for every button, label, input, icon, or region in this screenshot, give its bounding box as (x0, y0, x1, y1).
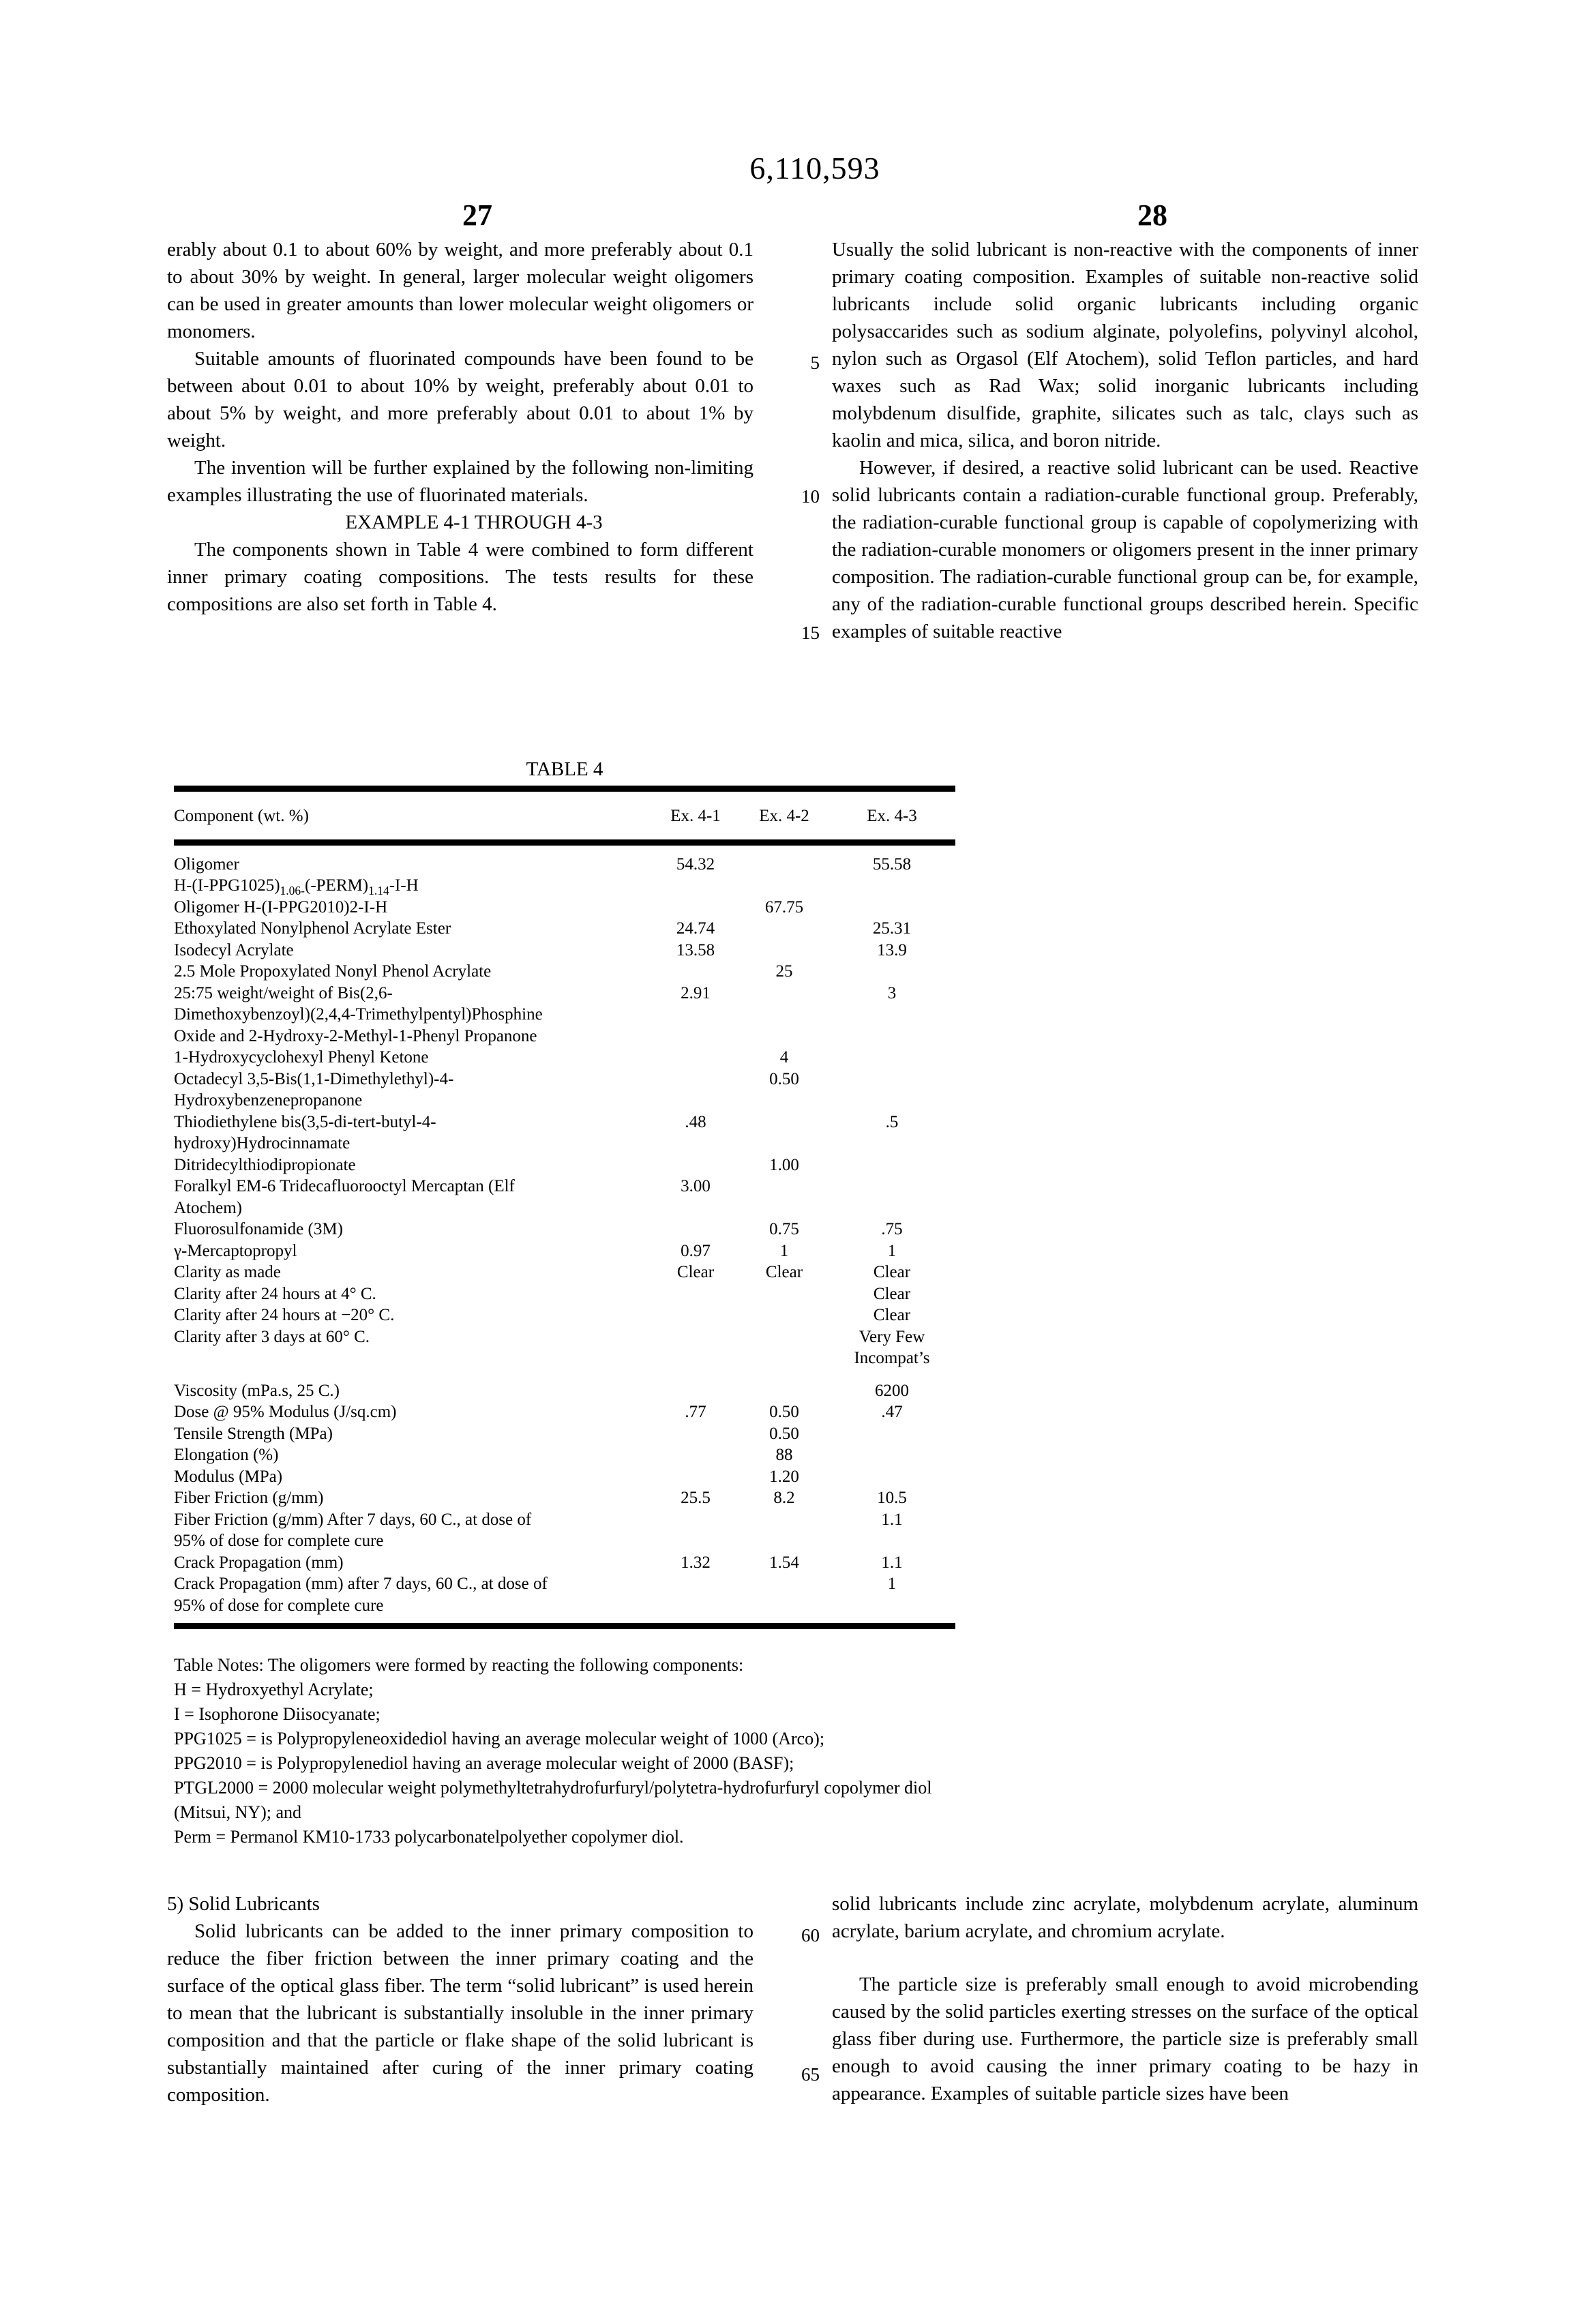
value-cell (829, 897, 955, 919)
table-row (174, 983, 955, 1047)
paragraph: The invention will be further explained by the following non-limiting examples illustrating the use of fluorinated materials. (167, 457, 753, 506)
table-row (174, 1262, 955, 1283)
value-cell: 54.32 (676, 854, 715, 874)
value-cell: 3.00 (681, 1177, 711, 1195)
column-number-27: 27 (462, 198, 492, 232)
value-cell: 0.50 (769, 1069, 799, 1088)
table-row (174, 1305, 955, 1326)
table-row (174, 1069, 955, 1112)
component-cell: 25:75 weight/weight of Bis(2,6- Dimethoxybenzoyl)(2,4,4-Trimethylpentyl)Phosphine Oxide and 2-Hydroxy-2-Methyl-1-Phenyl Propanone (174, 983, 543, 1045)
value-cell (740, 918, 829, 940)
value-cell: 10.5 (877, 1489, 907, 1507)
table-4-block (174, 756, 955, 1629)
value-cell: 1 (779, 1241, 789, 1260)
table-row (174, 1154, 955, 1176)
component-cell: Fluorosulfonamide (3M) (174, 1220, 343, 1238)
value-cell (651, 1219, 740, 1240)
value-cell: .5 (885, 1112, 899, 1131)
table-row (174, 1219, 955, 1240)
column-27-text (167, 236, 753, 618)
value-cell: .48 (685, 1112, 706, 1131)
component-cell: Ditridecylthiodipropionate (174, 1155, 356, 1174)
table-row (174, 1047, 955, 1069)
table-row (174, 961, 955, 983)
value-cell (740, 1176, 829, 1219)
value-cell: 13.9 (877, 940, 907, 959)
table-row (174, 1487, 955, 1509)
value-cell: 4 (779, 1048, 789, 1067)
component-cell: Fiber Friction (g/mm) (174, 1489, 324, 1507)
value-cell: 25.5 (681, 1489, 711, 1507)
value-cell: Clear (765, 1263, 803, 1281)
value-cell (740, 1112, 829, 1154)
paragraph: solid lubricants include zinc acrylate, molybdenum acrylate, aluminum acrylate, barium acrylate, and chromium acrylate. (832, 1893, 1418, 1942)
value-cell (829, 1444, 955, 1466)
paragraph: erably about 0.1 to about 60% by weight, and more preferably about 0.1 to about 30% by weight. In general, larger molecular weight oligomers can be used in greater amounts than lower molecular weight oligomers or monomers. (167, 239, 753, 342)
value-cell: 1.32 (681, 1553, 711, 1572)
value-cell: 88 (775, 1446, 793, 1464)
note-line: Perm = Permanol KM10-1733 polycarbonatelpolyether copolymer diol. (174, 1827, 684, 1847)
line-number: 15 (801, 623, 820, 643)
table-row (174, 1240, 955, 1262)
value-cell (740, 1509, 829, 1552)
value-cell (651, 1305, 740, 1326)
value-cell: 13.58 (676, 940, 715, 959)
table-row (174, 1466, 955, 1488)
value-cell: .47 (881, 1403, 903, 1421)
table-notes (174, 1653, 955, 1849)
table-row (174, 1552, 955, 1574)
value-cell (651, 1069, 740, 1112)
component-cell: Octadecyl 3,5-Bis(1,1-Dimethylethyl)-4- Hydroxybenzenepropanone (174, 1069, 454, 1109)
value-cell (829, 961, 955, 983)
value-cell: 24.74 (676, 919, 715, 938)
value-cell: 1 (887, 1575, 897, 1593)
value-cell: Clear (873, 1306, 911, 1324)
value-cell (651, 1509, 740, 1552)
table-row (174, 940, 955, 962)
value-cell (740, 1305, 829, 1326)
table-row (174, 918, 955, 940)
column-header-ex42: Ex. 4-2 (740, 789, 829, 843)
paragraph: Solid lubricants can be added to the inner primary composition to reduce the fiber friction between the inner primary coating and the surface of the optical glass fiber. The term “solid lubricant” is used herein to mean that the lubricant is substantially insoluble in the inner primary composition and that the particle or flake shape of the solid lubricant is substantially maintained after curing of the inner primary coating composition. (167, 1920, 753, 2106)
value-cell (829, 1466, 955, 1488)
column-28-text (832, 236, 1418, 645)
value-cell (651, 1423, 740, 1445)
value-cell: 6200 (875, 1381, 909, 1400)
value-cell: 1.20 (769, 1467, 799, 1486)
value-cell (651, 1573, 740, 1626)
value-cell (740, 1573, 829, 1626)
value-cell (651, 1283, 740, 1305)
value-cell: Very Few Incompat’s (854, 1327, 930, 1367)
table-row (174, 842, 955, 897)
value-cell: Clear (873, 1284, 911, 1303)
value-cell: 1.00 (769, 1155, 799, 1174)
table-4 (174, 786, 955, 1629)
line-number: 5 (810, 353, 820, 373)
component-cell: Fiber Friction (g/mm) After 7 days, 60 C., at dose of 95% of dose for complete cure (174, 1510, 532, 1550)
line-number: 10 (801, 486, 820, 507)
value-cell: 2.91 (681, 983, 711, 1002)
value-cell (740, 983, 829, 1047)
table-header-row (174, 789, 955, 843)
table-row (174, 1326, 955, 1369)
paragraph: Usually the solid lubricant is non-reactive with the components of inner primary coating composition. Examples of suitable non-reactive solid lubricants include solid organic lubricants including organic polysaccarides such as sodium alginate, polyolefins, polyvinyl alcohol, nylon such as Orgasol (Elf Atochem), solid Teflon particles, and hard waxes such as Rad Wax; solid inorganic lubricants including molybdenum disulfide, graphite, silicates such as talc, clays such as kaolin and mica, silica, and boron nitride. (832, 239, 1418, 451)
value-cell (651, 961, 740, 983)
line-number: 65 (801, 2064, 820, 2085)
table-row (174, 1444, 955, 1466)
value-cell: Clear (676, 1263, 715, 1281)
value-cell (829, 1154, 955, 1176)
component-cell: γ-Mercaptopropyl (174, 1241, 297, 1260)
component-cell: Clarity after 24 hours at 4° C. (174, 1284, 376, 1303)
value-cell: 1 (887, 1241, 897, 1260)
note-line: Table Notes: The oligomers were formed by reacting the following components: (174, 1655, 744, 1675)
value-cell (740, 1326, 829, 1369)
column-header-component: Component (wt. %) (174, 789, 651, 843)
table-row (174, 1423, 955, 1445)
value-cell (651, 1047, 740, 1069)
value-cell: 1.1 (881, 1553, 903, 1572)
value-cell (651, 897, 740, 919)
value-cell: 0.75 (769, 1220, 799, 1238)
component-cell: Clarity after 3 days at 60° C. (174, 1327, 370, 1346)
component-cell: 1-Hydroxycyclohexyl Phenyl Ketone (174, 1048, 429, 1067)
value-cell: .77 (685, 1403, 706, 1421)
component-cell: Tensile Strength (MPa) (174, 1424, 333, 1443)
value-cell (829, 1047, 955, 1069)
component-cell: Ethoxylated Nonylphenol Acrylate Ester (174, 919, 451, 938)
component-cell: Modulus (MPa) (174, 1467, 283, 1486)
component-cell: Viscosity (mPa.s, 25 C.) (174, 1381, 340, 1400)
line-number: 60 (801, 1925, 820, 1946)
value-cell: 1.54 (769, 1553, 799, 1572)
value-cell: 55.58 (872, 854, 912, 874)
value-cell (651, 1466, 740, 1488)
bottom-right-column (832, 1890, 1418, 2107)
component-cell: Crack Propagation (mm) (174, 1553, 344, 1572)
table-row (174, 1176, 955, 1219)
value-cell (651, 1444, 740, 1466)
component-cell: 2.5 Mole Propoxylated Nonyl Phenol Acrylate (174, 962, 492, 981)
column-number-28: 28 (1137, 198, 1167, 232)
table-row (174, 1112, 955, 1154)
component-cell: Elongation (%) (174, 1446, 279, 1464)
value-cell: 25.31 (872, 919, 912, 938)
value-cell (651, 1369, 740, 1402)
example-heading: EXAMPLE 4-1 THROUGH 4-3 (345, 511, 603, 533)
value-cell (740, 1369, 829, 1402)
value-cell (740, 940, 829, 962)
table-row (174, 1573, 955, 1626)
paragraph: The particle size is preferably small enough to avoid microbending caused by the solid particles exerting stresses on the surface of the optical glass fiber during use. Furthermore, the particle size is preferably small enough to avoid causing the inner primary coating to be hazy in appearance. Examples of suitable particle sizes have been (832, 1973, 1418, 2104)
value-cell (651, 1154, 740, 1176)
value-cell: Clear (873, 1263, 911, 1281)
value-cell (651, 1326, 740, 1369)
value-cell (740, 842, 829, 897)
column-header-ex41: Ex. 4-1 (651, 789, 740, 843)
value-cell: 8.2 (773, 1489, 795, 1507)
value-cell (829, 1176, 955, 1219)
component-cell: Thiodiethylene bis(3,5-di-tert-butyl-4- hydroxy)Hydrocinnamate (174, 1112, 436, 1152)
value-cell: 0.97 (681, 1241, 711, 1260)
patent-number: 6,110,593 (749, 151, 880, 185)
component-cell: Foralkyl EM-6 Tridecafluorooctyl Mercaptan (Elf Atochem) (174, 1177, 515, 1217)
component-cell: Crack Propagation (mm) after 7 days, 60 C., at dose of 95% of dose for complete cure (174, 1575, 548, 1615)
value-cell: 3 (887, 983, 897, 1002)
table-row (174, 1509, 955, 1552)
value-cell: 0.50 (769, 1403, 799, 1421)
value-cell (740, 1283, 829, 1305)
table-row (174, 1401, 955, 1423)
column-header-ex43: Ex. 4-3 (829, 789, 955, 843)
table-row (174, 1283, 955, 1305)
note-line: PPG2010 = is Polypropylenediol having an average molecular weight of 2000 (BASF); (174, 1753, 794, 1773)
table-title: TABLE 4 (526, 758, 603, 780)
table-row (174, 1369, 955, 1402)
value-cell: 1.1 (881, 1510, 903, 1529)
value-cell: 67.75 (764, 897, 804, 917)
note-line: H = Hydroxyethyl Acrylate; (174, 1680, 374, 1699)
section-heading: 5) Solid Lubricants (167, 1893, 320, 1915)
value-cell (829, 1069, 955, 1112)
table-row (174, 897, 955, 919)
component-cell: Isodecyl Acrylate (174, 940, 294, 959)
bottom-left-column (167, 1890, 753, 2109)
value-cell (829, 1423, 955, 1445)
component-cell: Oligomer $H-(I-PPG1025)_{1.06-}(-PERM)_{1.14}-I-H$ (174, 854, 419, 897)
note-line: PPG1025 = is Polypropyleneoxidediol having an average molecular weight of 1000 (Arco); (174, 1729, 825, 1748)
component-cell: Clarity as made (174, 1263, 281, 1281)
value-cell: 0.50 (769, 1424, 799, 1443)
value-cell: .75 (881, 1220, 903, 1238)
paragraph: However, if desired, a reactive solid lubricant can be used. Reactive solid lubricants contain a radiation-curable functional group. Preferably, the radiation-curable functional group is capable of copolymerizing with the radiation-curable monomers or oligomers present in the inner primary composition. The radiation-curable functional group can be, for example, any of the radiation-curable functional groups described herein. Specific examples of suitable reactive (832, 457, 1418, 642)
component-cell: Oligomer H-(I-PPG2010)2-I-H (174, 897, 388, 917)
note-line: PTGL2000 = 2000 molecular weight polymethyltetrahydrofurfuryl/polytetra-hydrofurfuryl copolymer diol (Mitsui, NY); and (174, 1778, 932, 1822)
component-cell: Clarity after 24 hours at −20° C. (174, 1306, 395, 1324)
value-cell: 25 (775, 962, 793, 981)
note-line: I = Isophorone Diisocyanate; (174, 1704, 380, 1724)
paragraph: The components shown in Table 4 were combined to form different inner primary coating compositions. The tests results for these compositions are also set forth in Table 4. (167, 539, 753, 615)
paragraph: Suitable amounts of fluorinated compounds have been found to be between about 0.01 to about 10% by weight, preferably about 0.01 to about 5% by weight, and more preferably about 0.01 to about 1% by weight. (167, 348, 753, 451)
component-cell: Dose @ 95% Modulus (J/sq.cm) (174, 1403, 397, 1421)
